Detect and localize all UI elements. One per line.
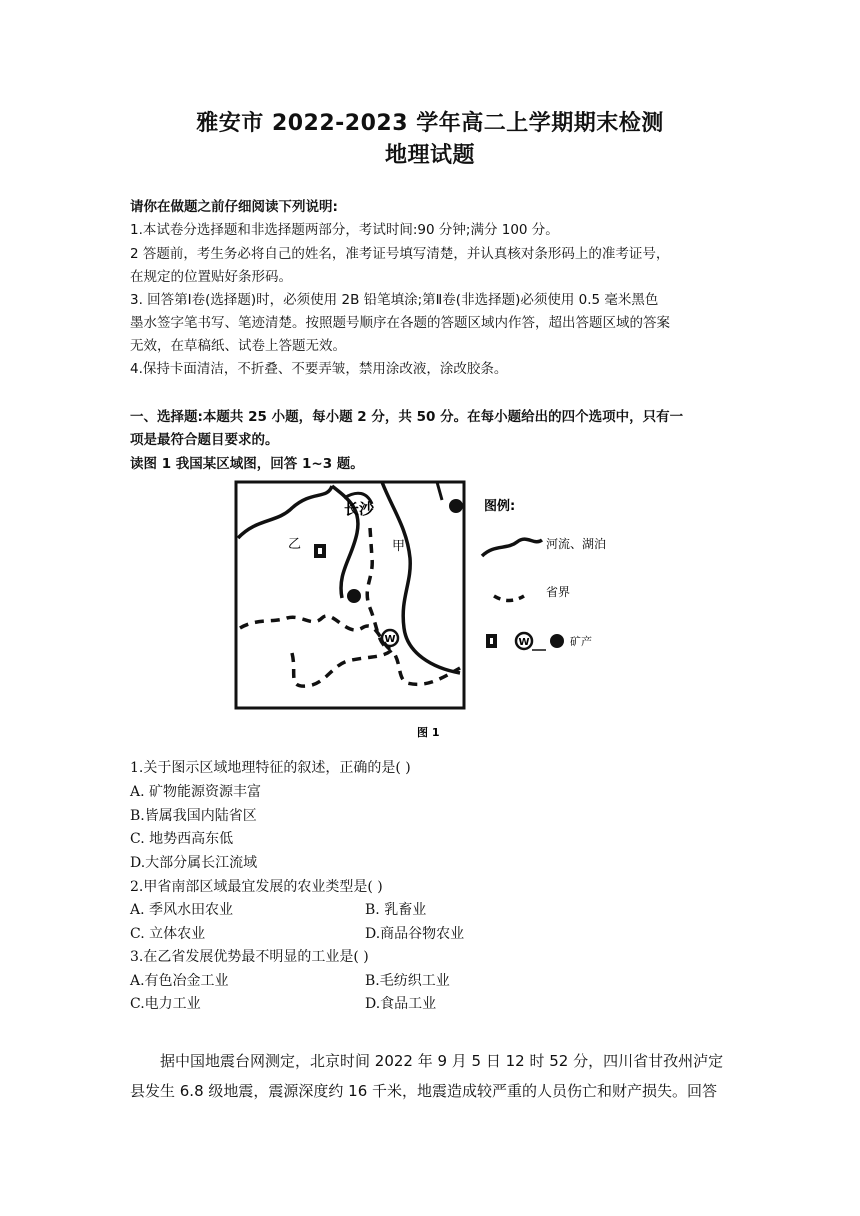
region-map	[232, 478, 642, 740]
legend-border-label: 省界	[546, 585, 571, 599]
section-heading-b: 项是最符合题目要求的。	[130, 432, 279, 448]
legend-river-label: 河流、湖泊	[546, 537, 607, 551]
question-2-option-c: C. 立体农业	[130, 926, 206, 942]
question-1-option-b: B.皆属我国内陆省区	[130, 808, 257, 824]
question-1-option-d: D.大部分属长江流域	[130, 855, 258, 871]
instructions-heading: 请你在做题之前仔细阅读下列说明:	[130, 199, 338, 215]
region-map-figure	[232, 478, 642, 740]
instruction-line-4: 4.保持卡面清洁，不折叠、不要弄皱，禁用涂改液，涂改胶条。	[130, 361, 508, 377]
mineral-w-letter: W	[384, 634, 396, 645]
passage-line-2: 县发生 6.8 级地震，震源深度约 16 千米，地震造成较严重的人员伤亡和财产损失。回答	[130, 1082, 718, 1100]
instruction-line-2b: 在规定的位置贴好条形码。	[130, 269, 292, 285]
question-1-option-c: C. 地势西高东低	[130, 831, 234, 847]
passage-line-1: 据中国地震台网测定，北京时间 2022 年 9 月 5 日 12 时 52 分，四川省甘孜州泸定	[160, 1052, 724, 1070]
question-2-option-b: B. 乳畜业	[365, 902, 427, 918]
question-3-option-d: D.食品工业	[365, 996, 437, 1012]
page-title: 雅安市 2022-2023 学年高二上学期期末检测	[196, 111, 664, 136]
legend-border-icon	[494, 596, 524, 601]
question-3-option-a: A.有色冶金工业	[130, 973, 229, 989]
question-2-stem: 2.甲省南部区域最宜发展的农业类型是( )	[130, 879, 383, 895]
section-heading-a: 一、选择题:本题共 25 小题，每小题 2 分，共 50 分。在每小题给出的四个选项中，只有一	[130, 409, 684, 425]
legend-title: 图例:	[484, 499, 516, 514]
label-jia: 甲	[392, 539, 406, 554]
question-1-stem: 1.关于图示区域地理特征的叙述，正确的是( )	[130, 760, 411, 776]
question-3-option-b: B.毛纺织工业	[365, 973, 450, 989]
page-subtitle: 地理试题	[384, 143, 475, 168]
figure-intro: 读图 1 我国某区域图，回答 1~3 题。	[130, 456, 364, 472]
river-ne	[437, 482, 442, 500]
river-north	[238, 486, 332, 538]
instruction-line-3b: 墨水签字笔书写、笔迹清楚。按照题号顺序在各题的答题区域内作答，超出答题区域的答案	[130, 315, 670, 331]
question-3-option-c: C.电力工业	[130, 996, 201, 1012]
figure-caption: 图 1	[417, 726, 440, 739]
instruction-line-1: 1.本试卷分选择题和非选择题两部分，考试时间:90 分钟;满分 100 分。	[130, 222, 559, 238]
instruction-line-2a: 2 答题前，考生务必将自己的姓名，准考证号填写清楚，并认真核对条形码上的准考证号，	[130, 246, 670, 262]
mineral-sb-icon	[347, 589, 361, 603]
instruction-line-3a: 3. 回答第Ⅰ卷(选择题)时，必须使用 2B 铅笔填涂;第Ⅱ卷(非选择题)必须使用 0.5 毫米黑色	[130, 292, 659, 308]
question-1-option-a: A. 矿物能源资源丰富	[130, 784, 262, 800]
legend-w-letter: W	[518, 637, 530, 648]
question-2-option-d: D.商品谷物农业	[365, 926, 465, 942]
legend-mineral-label: 矿产	[570, 635, 592, 648]
legend-river-icon	[482, 539, 542, 556]
lake-mark	[449, 499, 463, 513]
legend-mineral-sb-icon	[550, 634, 564, 648]
instruction-line-3c: 无效，在草稿纸、试卷上答题无效。	[130, 338, 346, 354]
question-2-option-a: A. 季风水田农业	[130, 902, 234, 918]
label-changsha: 长沙	[344, 500, 375, 518]
label-yi: 乙	[288, 537, 302, 552]
border-south	[292, 650, 460, 686]
question-3-stem: 3.在乙省发展优势最不明显的工业是( )	[130, 949, 369, 965]
border-west	[240, 616, 392, 650]
